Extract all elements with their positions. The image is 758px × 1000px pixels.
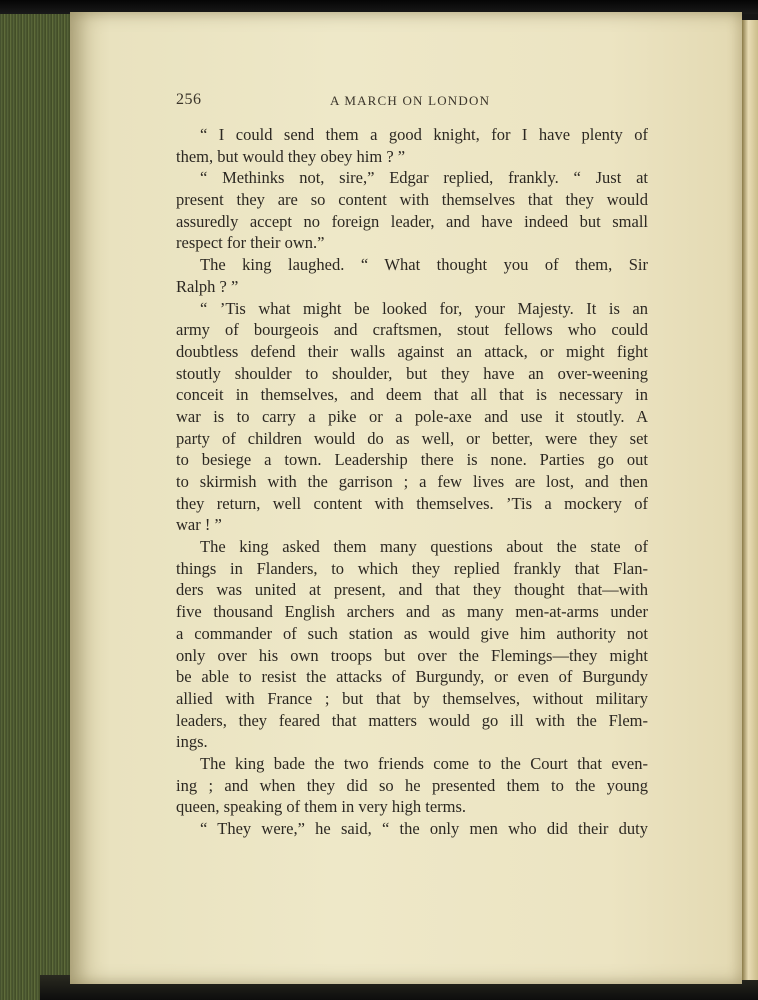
text-line: leaders, they feared that matters would go ill with the Flem- [176, 710, 648, 730]
page-number: 256 [176, 91, 202, 108]
text-line: they return, well content with themselves. ’Tis a mockery of [176, 493, 648, 513]
text-line: respect for their own.” [176, 233, 325, 253]
text-line: war ! ” [176, 515, 222, 535]
text-line: five thousand English archers and as many men-at-arms under [176, 602, 648, 622]
text-line: party of children would do as well, or better, were they set [176, 428, 648, 448]
text-line: assuredly accept no foreign leader, and have indeed but small [176, 211, 648, 231]
text-line: ders was united at present, and that they thought that—with [176, 580, 648, 600]
text-line: doubtless defend their walls against an attack, or might fight [176, 341, 648, 361]
text-line: queen, speaking of them in very high terms. [176, 797, 467, 817]
body-text [176, 124, 648, 840]
text-line: to skirmish with the garrison ; a few lives are lost, and then [176, 472, 648, 491]
text-line: Ralph ? ” [176, 276, 239, 296]
text-line: a commander of such station as would give him authority not [176, 623, 648, 643]
text-line: stoutly shoulder to shoulder, but they have an over-weening [176, 363, 648, 383]
text-line: “ I could send them a good knight, for I have plenty of [200, 125, 648, 144]
running-head-title: A MARCH ON LONDON [330, 93, 491, 108]
text-line: The king bade the two friends come to the Court that even- [200, 753, 648, 773]
text-line: present they are so content with themselves that they would [176, 190, 648, 210]
text-line: them, but would they obey him ? ” [176, 146, 406, 166]
text-line: The king laughed. “ What thought you of them, Sir [200, 255, 648, 275]
text-line: “ They were,” he said, “ the only men who did their duty [200, 819, 648, 838]
text-line: things in Flanders, to which they replied frankly that Flan- [176, 558, 648, 578]
text-line: ings. [176, 732, 208, 752]
text-line: allied with France ; but that by themselves, without military [176, 688, 648, 708]
text-line: “ ’Tis what might be looked for, your Majesty. It is an [200, 298, 648, 318]
text-line: be able to resist the attacks of Burgundy, or even of Burgundy [176, 667, 648, 687]
text-line: The king asked them many questions about the state of [200, 537, 648, 557]
text-line: “ Methinks not, sire,” Edgar replied, frankly. “ Just at [200, 168, 648, 188]
text-line: only over his own troops but over the Flemings—they might [176, 645, 648, 665]
text-line: conceit in themselves, and deem that all that is necessary in [176, 385, 648, 405]
text-line: war is to carry a pike or a pole-axe and use it stoutly. A [176, 406, 648, 426]
text-line: ing ; and when they did so he presented them to the young [176, 775, 648, 795]
text-line: army of bourgeois and craftsmen, stout fellows who could [176, 320, 648, 340]
text-line: to besiege a town. Leadership there is none. Parties go out [176, 450, 648, 470]
facing-page-edge [742, 20, 758, 980]
book-page-edges [0, 14, 76, 1000]
